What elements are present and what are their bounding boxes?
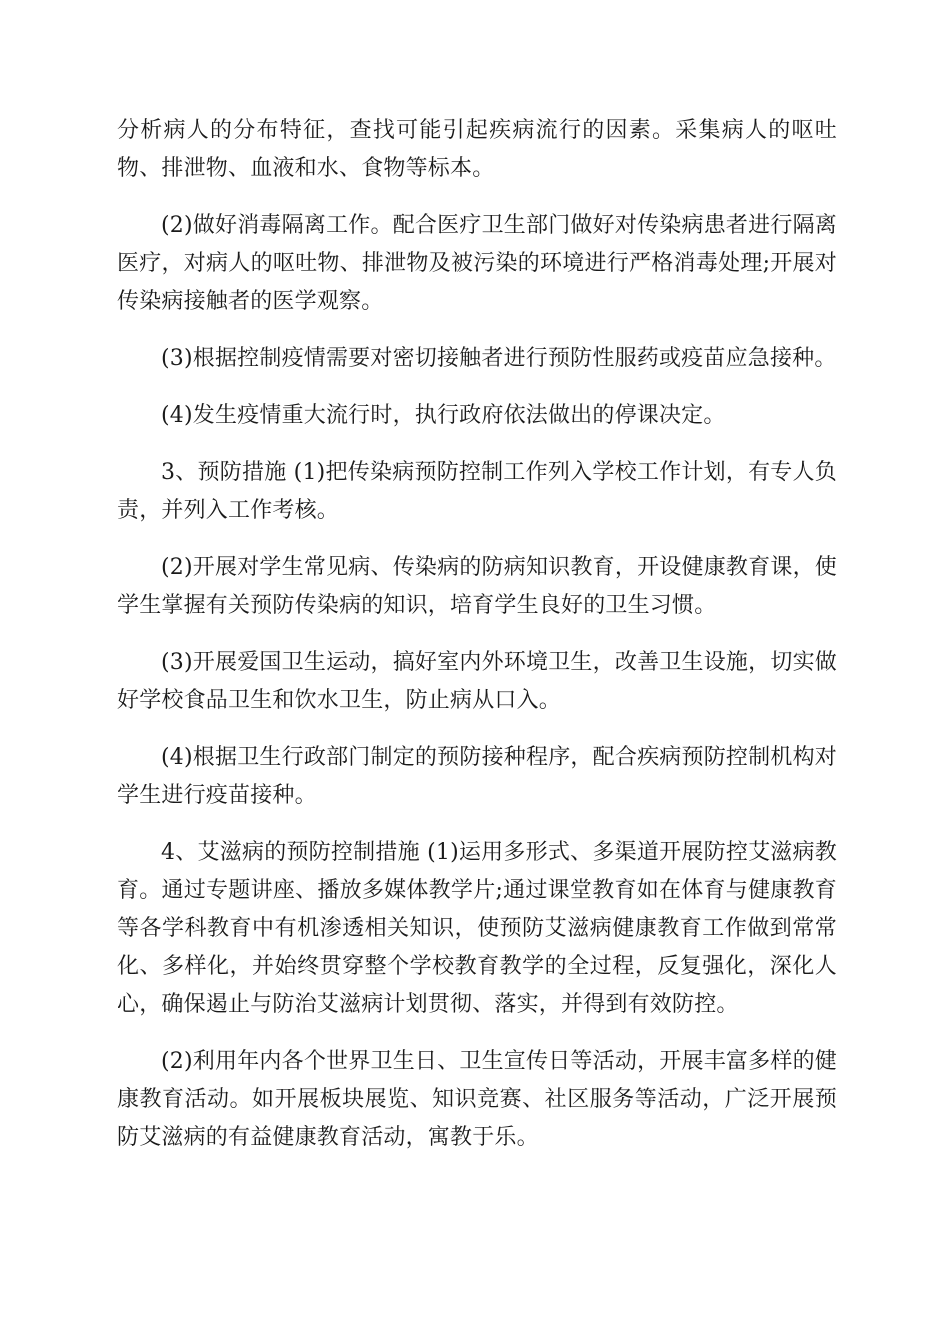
paragraph-2: (2)做好消毒隔离工作。配合医疗卫生部门做好对传染病患者进行隔离医疗，对病人的呕吐物、排泄物及被污染的环境进行严格消毒处理;开展对传染病接触者的医学观察。: [117, 213, 837, 314]
paragraph-8: (4)根据卫生行政部门制定的预防接种程序，配合疾病预防控制机构对学生进行疫苗接种。: [117, 745, 837, 808]
paragraph-3: (3)根据控制疫情需要对密切接触者进行预防性服药或疫苗应急接种。: [161, 346, 837, 371]
paragraph-1: 分析病人的分布特征，查找可能引起疾病流行的因素。采集病人的呕吐物、排泄物、血液和水、食物等标本。: [117, 118, 837, 181]
paragraph-9: 4、艾滋病的预防控制措施 (1)运用多形式、多渠道开展防控艾滋病教育。通过专题讲座、播放多媒体教学片;通过课堂教育如在体育与健康教育等各学科教育中有机渗透相关知识，使预防艾滋病健康教育工作做到常常化、多样化，并始终贯穿整个学校教育教学的全过程，反复强化，深化人心，确保遏止与防治艾滋病计划贯彻、落实，并得到有效防控。: [117, 840, 837, 1017]
document-body: [117, 112, 837, 1176]
paragraph-7: (3)开展爱国卫生运动，搞好室内外环境卫生，改善卫生设施，切实做好学校食品卫生和饮水卫生，防止病从口入。: [117, 650, 837, 713]
paragraph-4: (4)发生疫情重大流行时，执行政府依法做出的停课决定。: [161, 403, 726, 428]
paragraph-6: (2)开展对学生常见病、传染病的防病知识教育，开设健康教育课，使学生掌握有关预防传染病的知识，培育学生良好的卫生习惯。: [117, 555, 837, 618]
paragraph-5: 3、预防措施 (1)把传染病预防控制工作列入学校工作计划，有专人负责，并列入工作考核。: [117, 460, 837, 523]
paragraph-10: (2)利用年内各个世界卫生日、卫生宣传日等活动，开展丰富多样的健康教育活动。如开展板块展览、知识竞赛、社区服务等活动，广泛开展预防艾滋病的有益健康教育活动，寓教于乐。: [117, 1049, 837, 1150]
